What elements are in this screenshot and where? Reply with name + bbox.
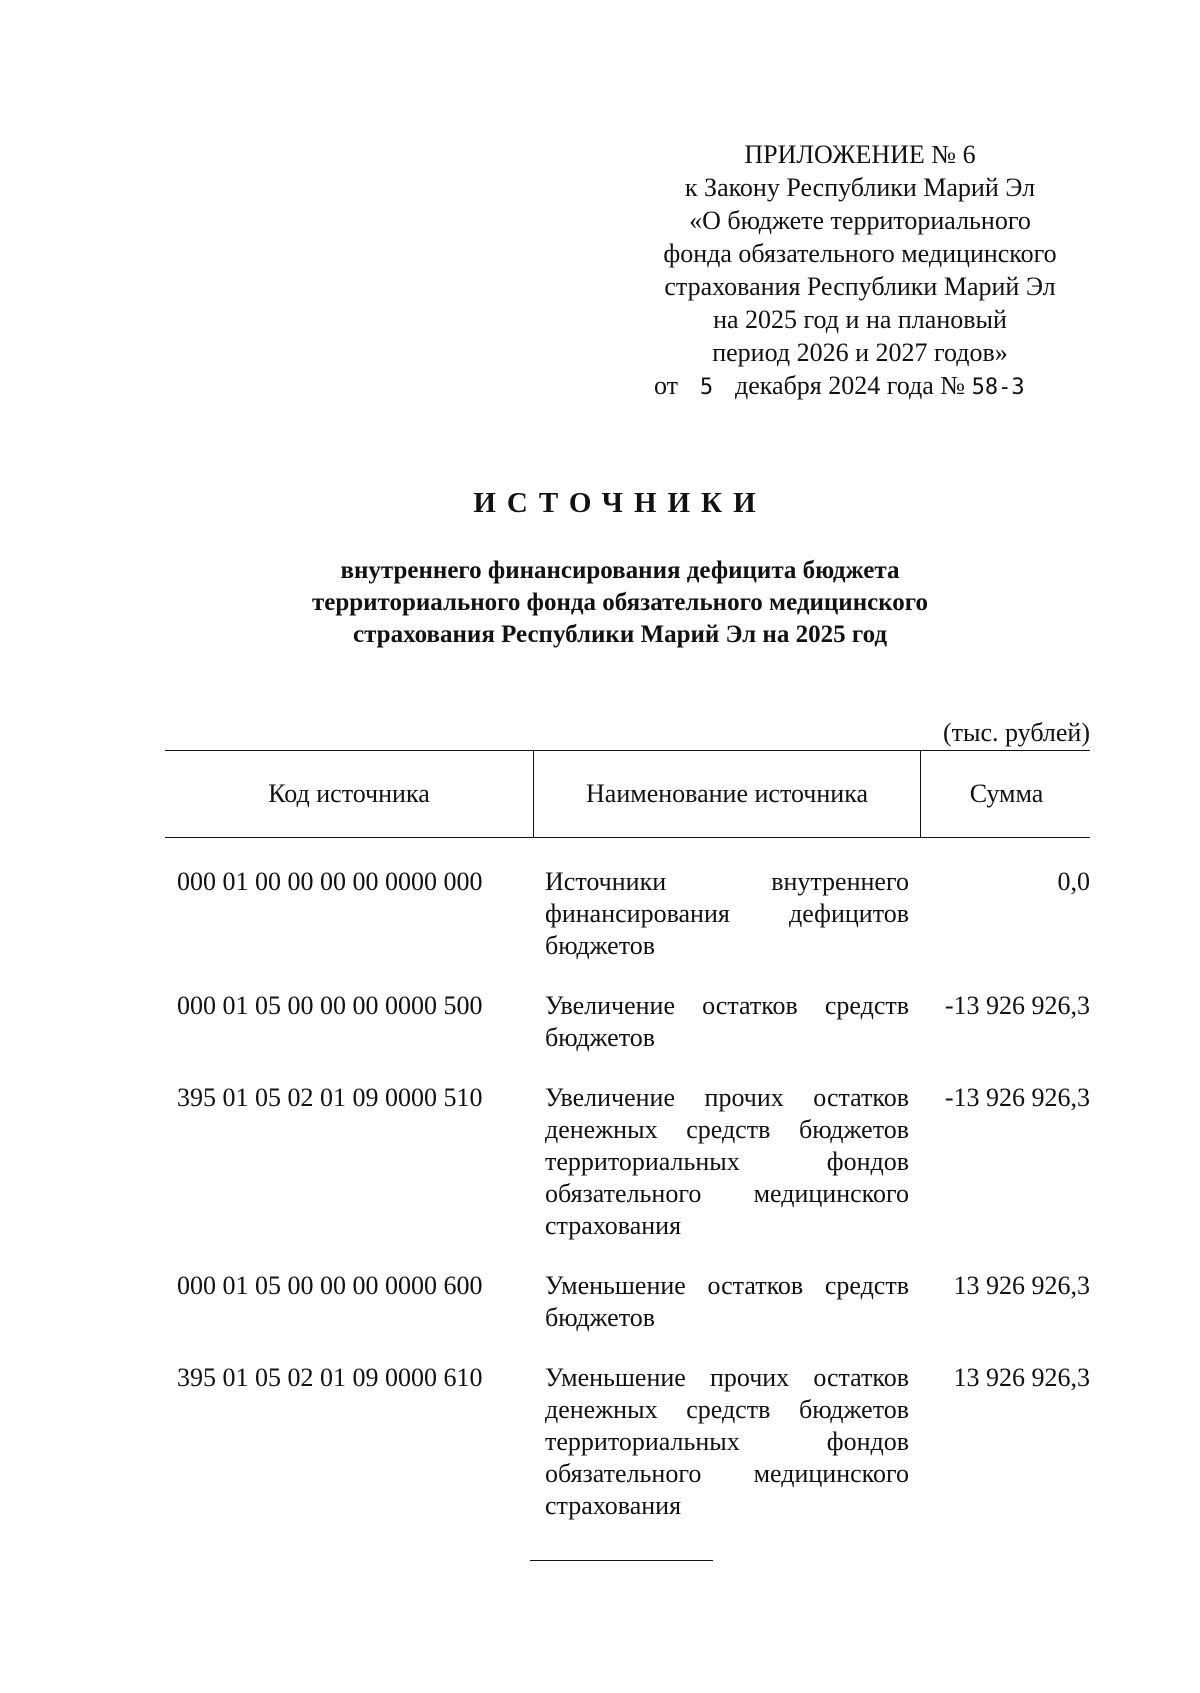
source-code: 000 01 00 00 00 00 0000 000 (177, 867, 483, 896)
table-row (165, 866, 1090, 962)
end-divider (530, 1560, 713, 1561)
appendix-law-title-line-5: период 2026 и 2027 годов» (712, 338, 1008, 367)
subtitle-line-3: страхования Республики Марий Эл на 2025 год (353, 621, 887, 648)
date-prefix: от (654, 371, 679, 400)
appendix-number: ПРИЛОЖЕНИЕ № 6 (744, 140, 976, 169)
source-code: 000 01 05 00 00 00 0000 500 (177, 991, 483, 1020)
date-text: декабря 2024 года № (735, 371, 966, 400)
source-code: 395 01 05 02 01 09 0000 510 (177, 1083, 483, 1112)
source-name: Уменьшение прочих остатков денежных средств бюджетов территориальных фондов обязательного медицинского страхования (545, 1363, 909, 1520)
table-body (165, 838, 1090, 1522)
table-row (165, 1270, 1090, 1334)
source-code: 000 01 05 00 00 00 0000 600 (177, 1271, 483, 1300)
document-title: ИСТОЧНИКИ (473, 487, 767, 519)
table-row (165, 990, 1090, 1054)
header-name: Наименование источника (534, 751, 921, 837)
table-row (165, 1082, 1090, 1242)
source-sum: 13 926 926,3 (953, 1363, 1090, 1392)
appendix-law-title-line-1: «О бюджете территориального (689, 206, 1031, 235)
source-name: Увеличение прочих остатков денежных средств бюджетов территориальных фондов обязательного медицинского страхования (545, 1083, 909, 1240)
source-code: 395 01 05 02 01 09 0000 610 (177, 1363, 483, 1392)
header-code: Код источника (165, 751, 534, 837)
source-name: Уменьшение остатков средств бюджетов (545, 1271, 909, 1332)
appendix-law-title-line-4: на 2025 год и на плановый (713, 305, 1007, 334)
date-day: 5 (699, 375, 714, 400)
header-sum: Сумма (969, 779, 1044, 808)
law-number: 58-З (971, 375, 1025, 400)
table-row (165, 1362, 1090, 1522)
source-sum: -13 926 926,3 (944, 991, 1090, 1020)
units-note: (тыс. рублей) (942, 718, 1090, 747)
source-sum: 0,0 (1057, 867, 1090, 896)
source-name: Увеличение остатков средств бюджетов (545, 991, 909, 1052)
appendix-law-title-line-3: страхования Республики Марий Эл (664, 272, 1056, 301)
table-header (165, 750, 1090, 838)
sources-table (165, 750, 1090, 1550)
document-subtitle (0, 555, 1200, 651)
source-sum: 13 926 926,3 (953, 1271, 1090, 1300)
appendix-header (640, 138, 1080, 404)
appendix-law-ref: к Закону Республики Марий Эл (684, 173, 1036, 202)
appendix-law-title-line-2: фонда обязательного медицинского (663, 239, 1057, 268)
source-sum: -13 926 926,3 (944, 1083, 1090, 1112)
subtitle-line-1: внутреннего финансирования дефицита бюджета (340, 557, 900, 584)
subtitle-line-2: территориального фонда обязательного медицинского (311, 589, 929, 616)
appendix-date-line (640, 369, 1080, 404)
source-name: Источники внутреннего финансирования дефицитов бюджетов (545, 867, 909, 960)
